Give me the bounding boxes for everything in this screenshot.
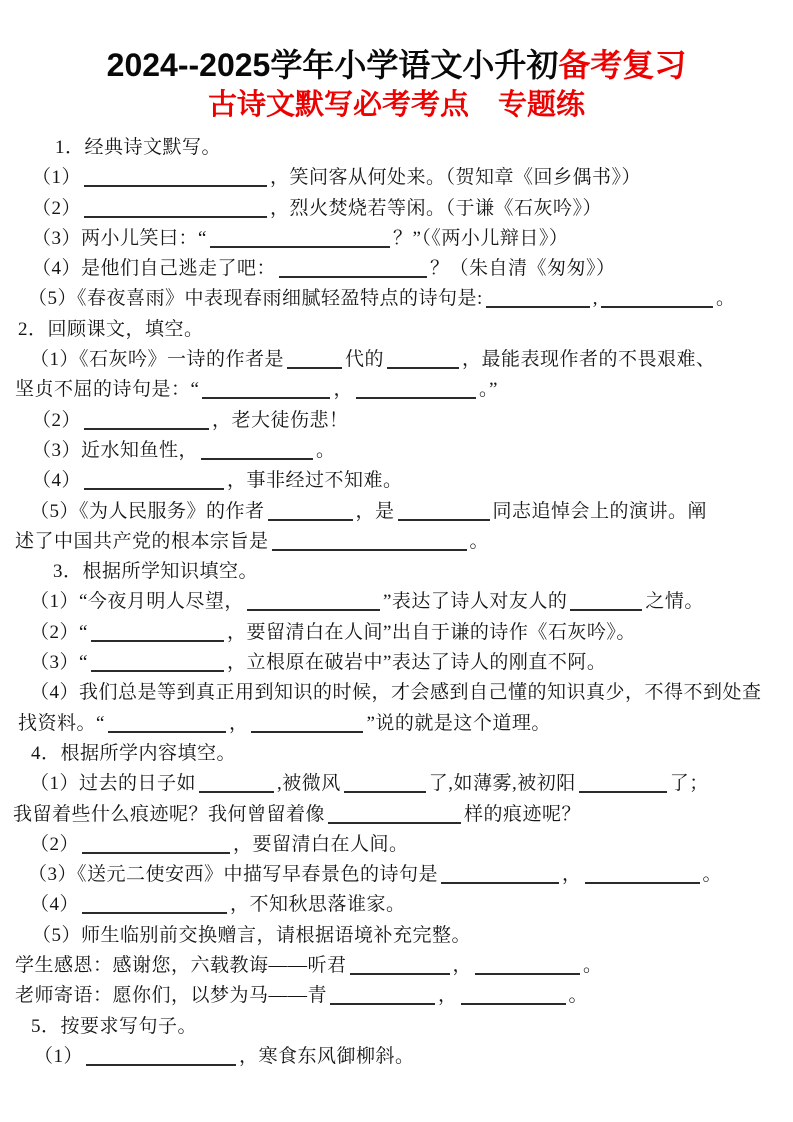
text-segment: ，不知秋思落谁家。 <box>230 894 406 916</box>
answer-blank <box>461 984 566 1005</box>
text-segment: 之情。 <box>645 591 704 613</box>
section-2-header <box>18 315 793 345</box>
title-review-text: 备考复习 <box>558 47 687 83</box>
answer-blank <box>84 197 267 218</box>
answer-blank <box>287 348 342 369</box>
section-1-header <box>55 133 793 163</box>
text-segment: 了； <box>669 773 709 795</box>
q2-item-4 <box>32 466 793 496</box>
answer-blank <box>328 803 461 824</box>
answer-blank <box>330 984 435 1005</box>
text-segment: （2） <box>30 833 80 855</box>
text-segment: （2） <box>32 197 82 219</box>
text-segment: 老师寄语：愿你们，以梦为马——青 <box>15 985 328 1007</box>
text-segment: ,被微风 <box>277 773 341 795</box>
text-segment: 2．回顾课文，填空。 <box>18 318 204 340</box>
answer-blank <box>91 621 224 642</box>
text-segment: ， <box>452 955 473 977</box>
worksheet-body <box>0 124 793 1072</box>
text-segment: （4）我们总是等到真正用到知识的时候，才会感到自己懂的知识真少，不得不到处查 <box>30 682 762 704</box>
q2-item-1-cont <box>15 375 793 405</box>
text-segment: （4） <box>30 894 80 916</box>
q1-item-2 <box>32 194 793 224</box>
text-segment: 。 <box>702 864 723 886</box>
text-segment: ”表达了诗人对友人的 <box>382 591 568 613</box>
answer-blank <box>579 772 667 793</box>
answer-blank <box>201 439 313 460</box>
text-segment: 。 <box>568 985 589 1007</box>
text-segment: 。” <box>478 379 498 401</box>
text-segment: （1） <box>34 1045 84 1067</box>
text-segment: ，烈火焚烧若等闲。（于谦《石灰吟》） <box>270 197 603 219</box>
answer-blank <box>268 500 353 521</box>
answer-blank <box>344 772 426 793</box>
answer-blank <box>279 257 427 278</box>
text-segment: （5）《为人民服务》的作者 <box>30 500 265 522</box>
answer-blank <box>82 833 230 854</box>
answer-blank <box>486 287 590 308</box>
answer-blank <box>202 378 330 399</box>
q2-item-1 <box>30 345 793 375</box>
section-5-header <box>31 1012 793 1042</box>
q3-item-4-cont <box>18 709 793 739</box>
title-subtitle: 古诗文默写必考考点 专题练 <box>207 89 585 121</box>
text-segment: ，笑问客从何处来。（贺知章《回乡偶书》） <box>270 167 642 189</box>
q2-item-2 <box>32 406 793 436</box>
q3-item-1 <box>30 587 793 617</box>
text-segment: ，老大徒伤悲！ <box>212 409 349 431</box>
text-segment: 4．根据所学内容填空。 <box>31 742 237 764</box>
text-segment: （3）近水知鱼性， <box>32 439 199 461</box>
worksheet-title <box>0 0 793 124</box>
q4-item-1-cont <box>13 800 793 830</box>
q4-item-2 <box>30 830 793 860</box>
answer-blank <box>84 166 267 187</box>
text-segment: （2）“ <box>30 621 88 643</box>
text-segment: （1）“今夜月明人尽望， <box>30 591 244 613</box>
answer-blank <box>398 500 490 521</box>
text-segment: ，是 <box>355 500 395 522</box>
title-year-text: 2024--2025学年小学语文小升初 <box>106 47 559 83</box>
text-segment: 我留着些什么痕迹呢？我何曾留着像 <box>13 803 326 825</box>
text-segment: （5）师生临别前交换赠言，请根据语境补充完整。 <box>32 924 472 946</box>
text-segment: 同志追悼会上的演讲。阐 <box>492 500 708 522</box>
text-segment: 述了中国共产党的根本宗旨是 <box>15 530 269 552</box>
q1-item-4 <box>32 254 793 284</box>
answer-blank <box>251 712 363 733</box>
q1-item-5 <box>28 284 793 314</box>
answer-blank <box>475 954 580 975</box>
text-segment: ”说的就是这个道理。 <box>366 712 551 734</box>
text-segment: ， <box>333 379 353 401</box>
answer-blank <box>247 590 380 611</box>
answer-blank <box>585 863 700 884</box>
text-segment: 。 <box>583 955 603 977</box>
text-segment: 3．根据所学知识填空。 <box>53 561 259 583</box>
answer-blank <box>82 893 227 914</box>
text-segment: ，要留清白在人间”出自于谦的诗作《石灰吟》。 <box>226 621 636 643</box>
q4-item-1 <box>30 769 793 799</box>
answer-blank <box>350 954 450 975</box>
text-segment: 。 <box>469 530 490 552</box>
text-segment: （2） <box>32 409 82 431</box>
text-segment: （4） <box>32 470 82 492</box>
text-segment: 代的 <box>345 349 385 371</box>
answer-blank <box>210 227 390 248</box>
text-segment: （3）“ <box>30 652 88 674</box>
answer-blank <box>441 863 559 884</box>
q3-item-3 <box>30 648 793 678</box>
text-segment: 找资料。“ <box>18 712 105 734</box>
q4-item-5-teacher-line <box>15 981 793 1011</box>
text-segment: 坚贞不屈的诗句是：“ <box>15 379 200 401</box>
text-segment: ，最能表现作者的不畏艰难、 <box>462 349 716 371</box>
answer-blank <box>199 772 274 793</box>
text-segment: 学生感恩：感谢您，六载教诲——听君 <box>15 955 347 977</box>
section-4-header <box>31 739 793 769</box>
text-segment: （1）《石灰吟》一诗的作者是 <box>30 349 285 371</box>
text-segment: 样的痕迹呢？ <box>464 803 582 825</box>
answer-blank <box>84 469 224 490</box>
answer-blank <box>86 1045 236 1066</box>
answer-blank <box>601 287 713 308</box>
text-segment: 。 <box>716 288 736 310</box>
text-segment: （4）是他们自己逃走了吧： <box>32 258 277 280</box>
text-segment: ？”（《两小儿辩日》） <box>392 227 569 249</box>
text-segment: ，要留清白在人间。 <box>233 833 409 855</box>
text-segment: ， <box>228 712 249 734</box>
text-segment: 。 <box>316 439 336 461</box>
text-segment: 了,如薄雾,被初阳 <box>428 773 576 795</box>
text-segment: ，立根原在破岩中”表达了诗人的刚直不阿。 <box>226 652 607 674</box>
text-segment: , <box>592 288 599 310</box>
text-segment: （3）两小儿笑曰：“ <box>32 227 207 249</box>
q5-item-1 <box>34 1042 793 1072</box>
text-segment: （1）过去的日子如 <box>30 773 197 795</box>
q1-item-3 <box>32 224 793 254</box>
q4-item-3 <box>28 860 793 890</box>
text-segment: ？（朱自清《匆匆》） <box>430 258 616 280</box>
text-segment: （1） <box>32 167 82 189</box>
q3-item-2 <box>30 618 793 648</box>
answer-blank <box>387 348 459 369</box>
answer-blank <box>108 712 226 733</box>
q4-item-4 <box>30 890 793 920</box>
text-segment: ， <box>562 864 582 886</box>
q4-item-5 <box>32 921 793 951</box>
text-segment: （3）《送元二使安西》中描写早春景色的诗句是 <box>28 864 439 886</box>
q2-item-3 <box>32 436 793 466</box>
text-segment: ，寒食东风御柳斜。 <box>239 1045 415 1067</box>
q4-item-5-student-line <box>15 951 793 981</box>
answer-blank <box>356 378 476 399</box>
text-segment: ， <box>438 985 458 1007</box>
q2-item-5-cont <box>15 527 793 557</box>
answer-blank <box>84 409 209 430</box>
title-line-1 <box>0 44 793 86</box>
answer-blank <box>570 590 642 611</box>
section-3-header <box>53 557 793 587</box>
q3-item-4 <box>30 678 793 708</box>
q2-item-5 <box>30 497 793 527</box>
text-segment: （5）《春夜喜雨》中表现春雨细腻轻盈特点的诗句是: <box>28 288 483 310</box>
answer-blank <box>272 530 467 551</box>
text-segment: ，事非经过不知难。 <box>227 470 403 492</box>
answer-blank <box>91 651 224 672</box>
text-segment: 1．经典诗文默写。 <box>55 137 222 158</box>
q1-item-1 <box>32 163 793 193</box>
text-segment: 5．按要求写句子。 <box>31 1015 198 1037</box>
